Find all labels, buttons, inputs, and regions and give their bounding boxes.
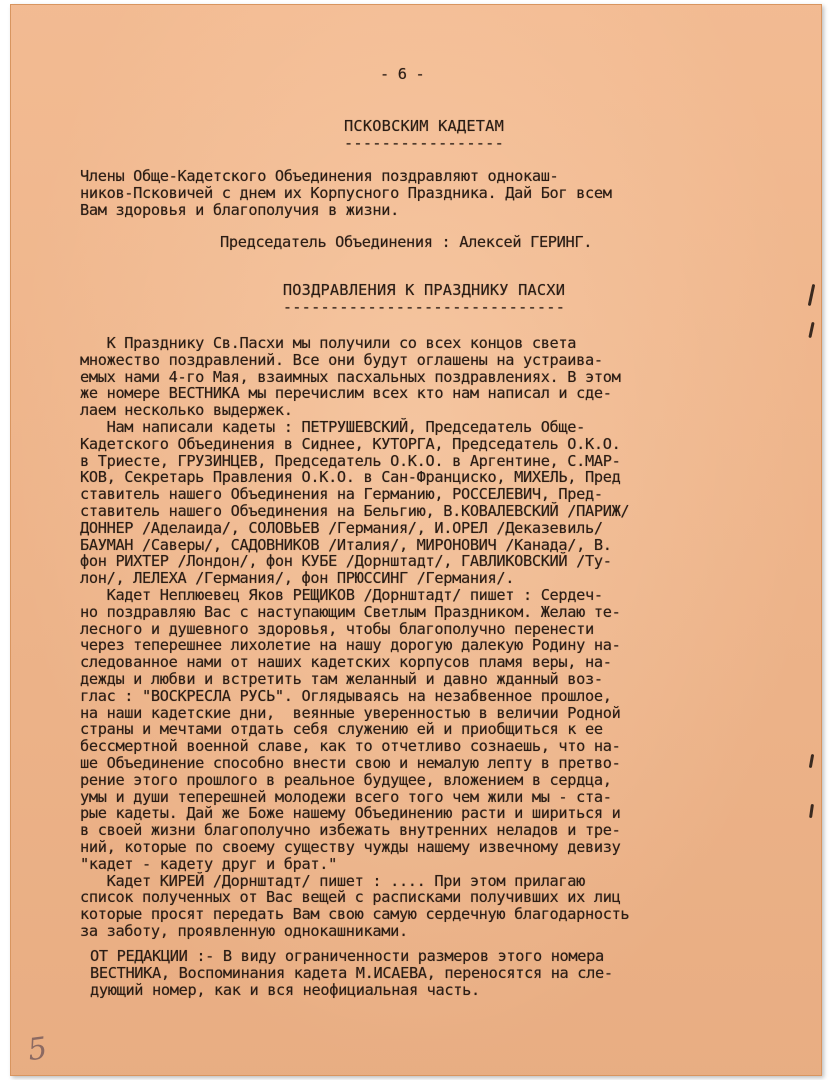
title-underline: ------------------------------	[282, 298, 566, 316]
margin-pencil-mark	[808, 322, 814, 338]
title-underline: -----------------	[344, 134, 504, 152]
margin-pencil-mark	[809, 754, 814, 768]
section-title-easter-greetings: ПОЗДРАВЛЕНИЯ К ПРАЗДНИКУ ПАСХИ	[282, 281, 566, 299]
page-number: - 6 -	[380, 65, 425, 83]
handwritten-page-mark: 5	[25, 1030, 50, 1069]
editorial-note: ОТ РЕДАКЦИИ :- В виду ограниченности размеров этого номера ВЕСТНИКА, Воспоминания кадета М.ИСАЕВА, переносятся на сле- дующий номер, как и вся неофициальная часть.	[90, 947, 613, 999]
section-title-pskov-cadets: ПСКОВСКИМ КАДЕТАМ	[344, 117, 504, 135]
easter-greetings-body: К Празднику Св.Пасхи мы получили со всех концов света множество поздравлений. Все они будут оглашены на устраива- емых нами 4-го Мая, взаимных пасхальных поздравлениях. В этом же номере ВЕСТНИКА мы перечислим всех кто нам написал и сде- лаем несколько выдержек. Нам написали кадеты : ПЕТРУШЕВСКИЙ, Председатель Обще- Кадетского Объединения в Сиднее, КУТОРГА, Председатель О.К.О. в Триесте, ГРУЗИНЦЕВ, Председатель О.К.О. в Аргентине, С.МАР- КОВ, Секретарь Правления О.К.О. в Сан-Франциско, МИХЕЛЬ, Пред ставитель нашего Объединения на Германию, РОССЕЛЕВИЧ, Пред- ставитель нашего Объединения на Бельгию, В.КОВАЛЕВСКИЙ /ПАРИЖ/ ДОННЕР /Аделаида/, СОЛОВЬЕВ /Германия/, И.ОРЕЛ /Деказевиль/ БАУМАН /Саверы/, САДОВНИКОВ /Италия/, МИРОНОВИЧ /Канада/, В. фон РИХТЕР /Лондон/, фон КУБЕ /Дорнштадт/, ГАВЛИКОВСКИЙ /Ту- лон/, ЛЕЛЕХА /Германия/, фон ПРЮССИНГ /Германия/. Кадет Неплюевец Яков РЕЩИКОВ /Дорнштадт/ пишет : Сердеч- но поздравляю Вас с наступающим Светлым Праздником. Желаю те- лесного и душевного здоровья, чтобы благополучно перенести через теперешнее лихолетие на нашу дорогую далекую Родину на- следованное нами от наших кадетских корпусов пламя веры, на- дежды и любви и встретить там желанный и давно жданный воз- глас : "ВОСКРЕСЛА РУСЬ". Оглядываясь на незабвенное прошлое, на наши кадетские дни, веянные уверенностью в величии Родной страны и мечтами отдать себя служению ей и приобщиться к ее бессмертной военной славе, как то отчетливо сознаешь, что на- ше Объединение способно внести свою и немалую лепту в претво- рение этого прошлого в реальное будущее, вложением в сердца, умы и души теперешней молодежи всего того чем жили мы - ста- рые кадеты. Дай же Боже нашему Объединению расти и шириться и в своей жизни благополучно избежать внутренних неладов и тре- ний, которые по своему существу чужды нашему извечному девизу "кадет - кадету друг и брат." Кадет КИРЕЙ /Дорнштадт/ пишет : .... При этом прилагаю список полученных от Вас вещей с расписками получивших их лиц которые просят передать Вам свою самую сердечную благодарность за заботу, проявленную однокашниками.	[80, 334, 630, 940]
greeting-paragraph: Члены Обще-Кадетского Объединения поздравляют однокаш- ников-Псковичей с днем их Корпусного Праздника. Дай Бог всем Вам здоровья и благополучия в жизни.	[80, 167, 612, 219]
typewritten-page	[10, 4, 822, 1076]
chairman-signature: Председатель Объединения : Алексей ГЕРИНГ.	[220, 233, 593, 251]
margin-pencil-mark	[809, 804, 814, 818]
